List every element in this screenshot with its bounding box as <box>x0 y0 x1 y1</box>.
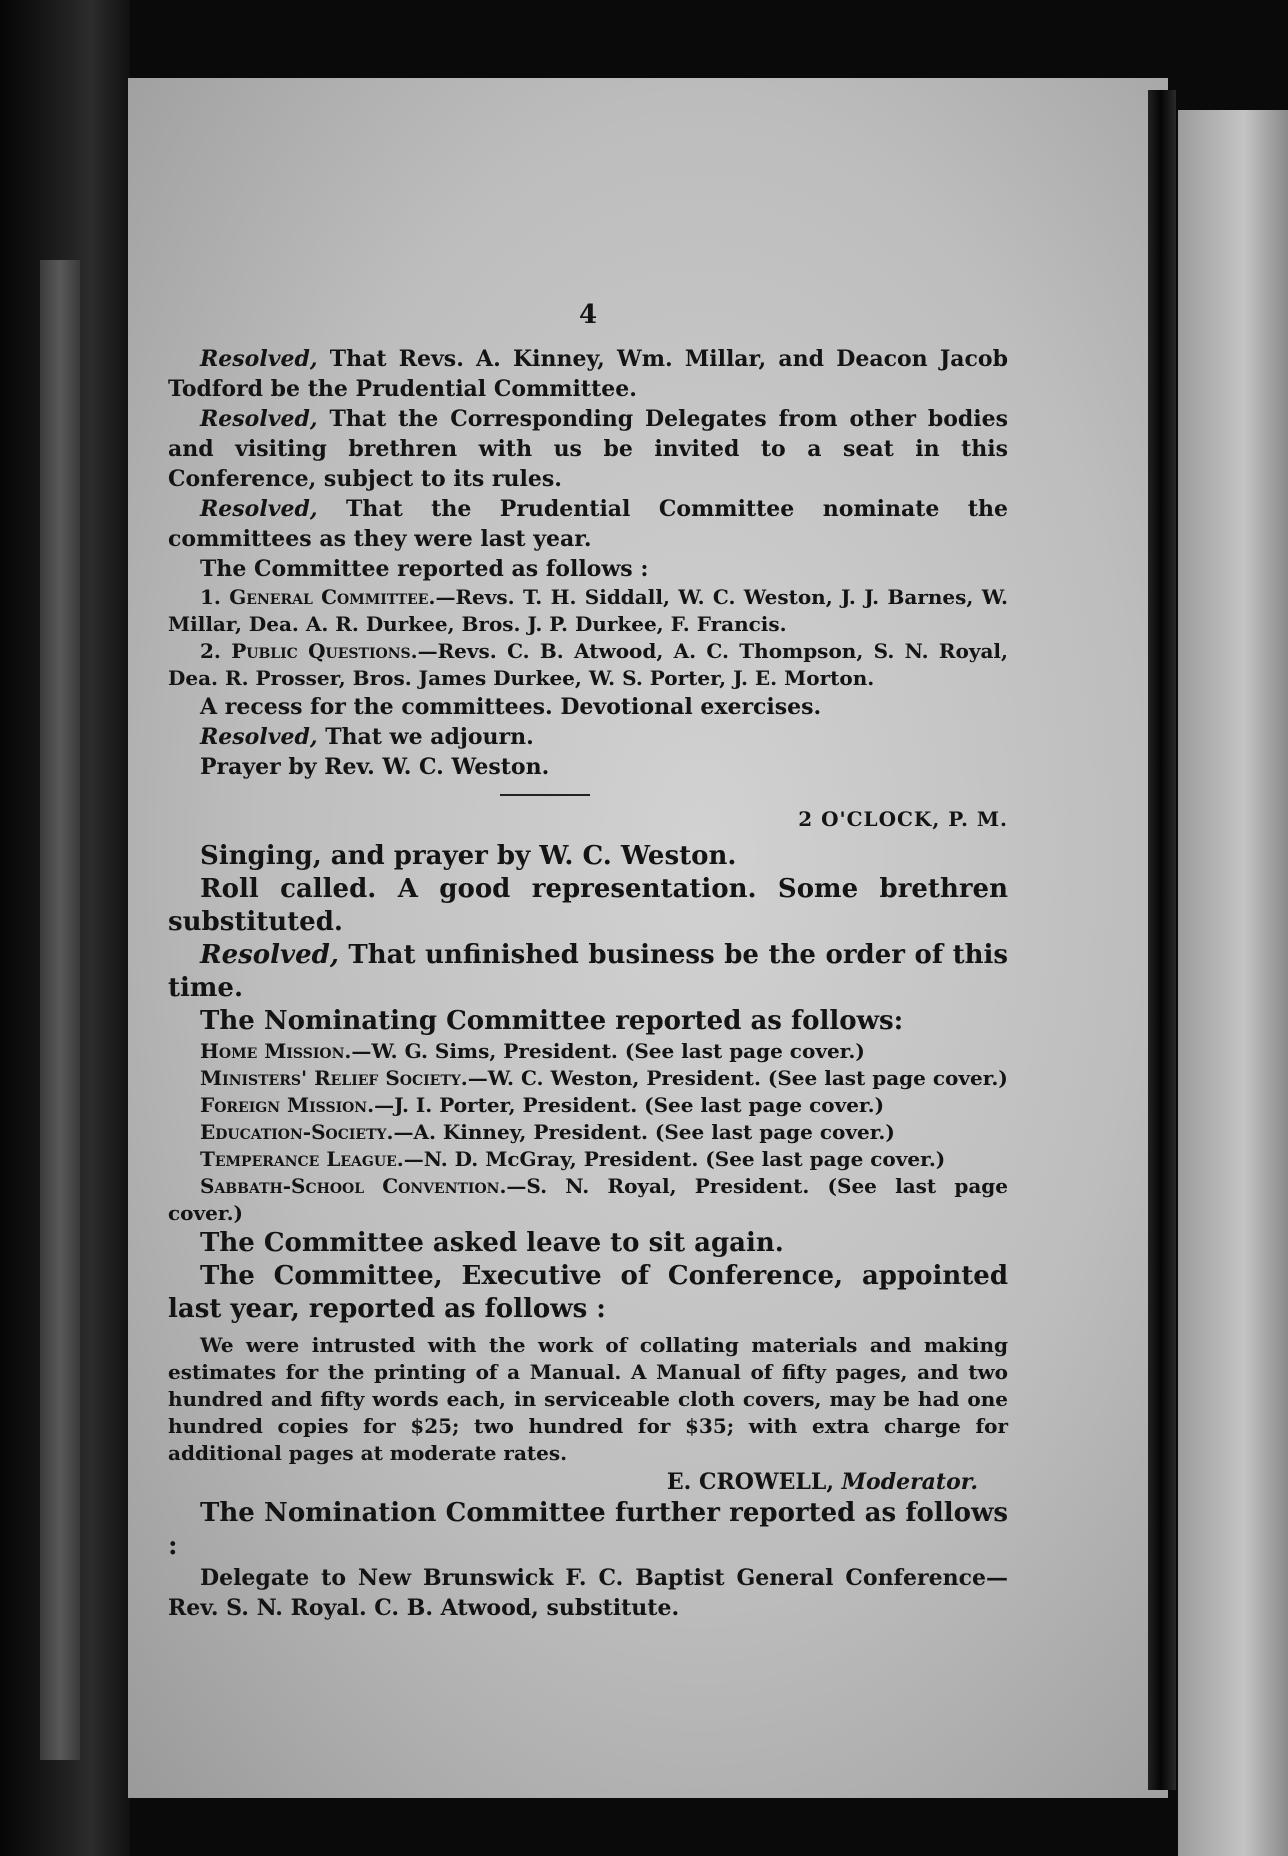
committee-label: 1. General Committee. <box>200 585 436 609</box>
nomination-entry <box>168 1092 1008 1119</box>
nomination-label: Ministers' Relief Society. <box>200 1066 468 1090</box>
resolution-text: That we adjourn. <box>317 724 534 750</box>
signature <box>168 1467 978 1497</box>
morning-minutes <box>168 344 1008 782</box>
resolution <box>168 939 1008 1005</box>
minute-line: The Committee asked leave to sit again. <box>200 1228 784 1258</box>
nomination-entry <box>168 1173 1008 1227</box>
section-divider <box>500 794 590 796</box>
resolution-text: That unfinished business be the order of this time. <box>168 940 1008 1003</box>
signature-title: Moderator. <box>841 1469 978 1495</box>
resolved-keyword: Resolved, <box>200 940 339 970</box>
nomination-text: —A. Kinney, President. (See last page cover.) <box>393 1120 895 1144</box>
nomination-entry <box>168 1119 1008 1146</box>
nomination-label: Home Mission. <box>200 1039 352 1063</box>
page-text <box>168 300 1008 1623</box>
nomination-text: —N. D. McGray, President. (See last page cover.) <box>403 1147 946 1171</box>
executive-report: We were intrusted with the work of collating materials and making estimates for the printing of a Manual. A Manual of fifty pages, and two hundred and fifty words each, in serviceable cloth covers, may be had one hundred copies for $25; two hundred for $35; with extra charge for additional pages at moderate rates. <box>168 1333 1008 1465</box>
nomination-text: —W. G. Sims, President. (See last page cover.) <box>351 1039 865 1063</box>
nomination-entry <box>168 1146 1008 1173</box>
resolved-keyword: Resolved, <box>200 724 318 750</box>
committee-label: 2. Public Questions. <box>200 639 418 663</box>
nomination-label: Temperance League. <box>200 1147 404 1171</box>
nomination-entry <box>168 1065 1008 1092</box>
resolution-text: That the Prudential Committee nominate the committees as they were last year. <box>168 496 1008 552</box>
minute-line: The Nominating Committee reported as follows: <box>200 1006 904 1036</box>
minute-line: Roll called. A good representation. Some brethren substituted. <box>168 874 1008 937</box>
committee-entry <box>168 638 1008 692</box>
resolution-text: That Revs. A. Kinney, Wm. Millar, and Deacon Jacob Todford be the Prudential Committee. <box>168 346 1008 402</box>
resolution <box>168 722 1008 752</box>
committee-members: —Revs. T. H. Siddall, W. C. Weston, J. J. Barnes, W. Millar, Dea. A. R. Durkee, Bros. J. P. Durkee, F. Francis. <box>168 585 1009 636</box>
nomination-label: Education-Society. <box>200 1120 394 1144</box>
resolution-text: That the Corresponding Delegates from other bodies and visiting brethren with us be invited to a seat in this Conference, subject to its rules. <box>168 406 1008 492</box>
delegate-entry: Delegate to New Brunswick F. C. Baptist General Conference—Rev. S. N. Royal. C. B. Atwood, substitute. <box>168 1565 1008 1621</box>
adjacent-page-fragment <box>1178 110 1288 1856</box>
nomination-text: —W. C. Weston, President. (See last page cover.) <box>467 1066 1008 1090</box>
nomination-text: —S. N. Royal, President. (See last page cover.) <box>168 1174 1008 1225</box>
binding-strip <box>40 260 80 1760</box>
nomination-label: Sabbath-School Convention. <box>200 1174 507 1198</box>
minute-line: Prayer by Rev. W. C. Weston. <box>200 754 550 780</box>
signature-name: E. CROWELL, <box>666 1469 834 1495</box>
committee-members: —Revs. C. B. Atwood, A. C. Thompson, S. N. Royal, Dea. R. Prosser, Bros. James Durkee, W. S. Porter, J. E. Morton. <box>168 639 1008 690</box>
nomination-text: —J. I. Porter, President. (See last page cover.) <box>374 1093 885 1117</box>
afternoon-minutes <box>168 840 1008 1038</box>
resolved-keyword: Resolved, <box>200 406 318 432</box>
minute-line: A recess for the committees. Devotional exercises. <box>200 694 822 720</box>
resolved-keyword: Resolved, <box>200 346 318 372</box>
resolved-keyword: Resolved, <box>200 496 318 522</box>
resolution <box>168 404 1008 494</box>
minute-line: The Nomination Committee further reported as follows : <box>168 1498 1008 1561</box>
minute-line: Singing, and prayer by W. C. Weston. <box>200 841 737 871</box>
resolution <box>168 344 1008 404</box>
page-gutter <box>1148 90 1176 1790</box>
left-binding-edge <box>0 0 130 1856</box>
nominations-list <box>168 1038 1008 1227</box>
nomination-label: Foreign Mission. <box>200 1093 375 1117</box>
minute-line: The Committee reported as follows : <box>200 556 649 582</box>
nomination-entry <box>168 1038 1008 1065</box>
minute-line: The Committee, Executive of Conference, appointed last year, reported as follows : <box>168 1261 1008 1324</box>
afternoon-heading: 2 O'CLOCK, P. M. <box>798 807 1008 831</box>
resolution <box>168 494 1008 554</box>
page-number: 4 <box>578 300 598 330</box>
committee-entry <box>168 584 1008 638</box>
